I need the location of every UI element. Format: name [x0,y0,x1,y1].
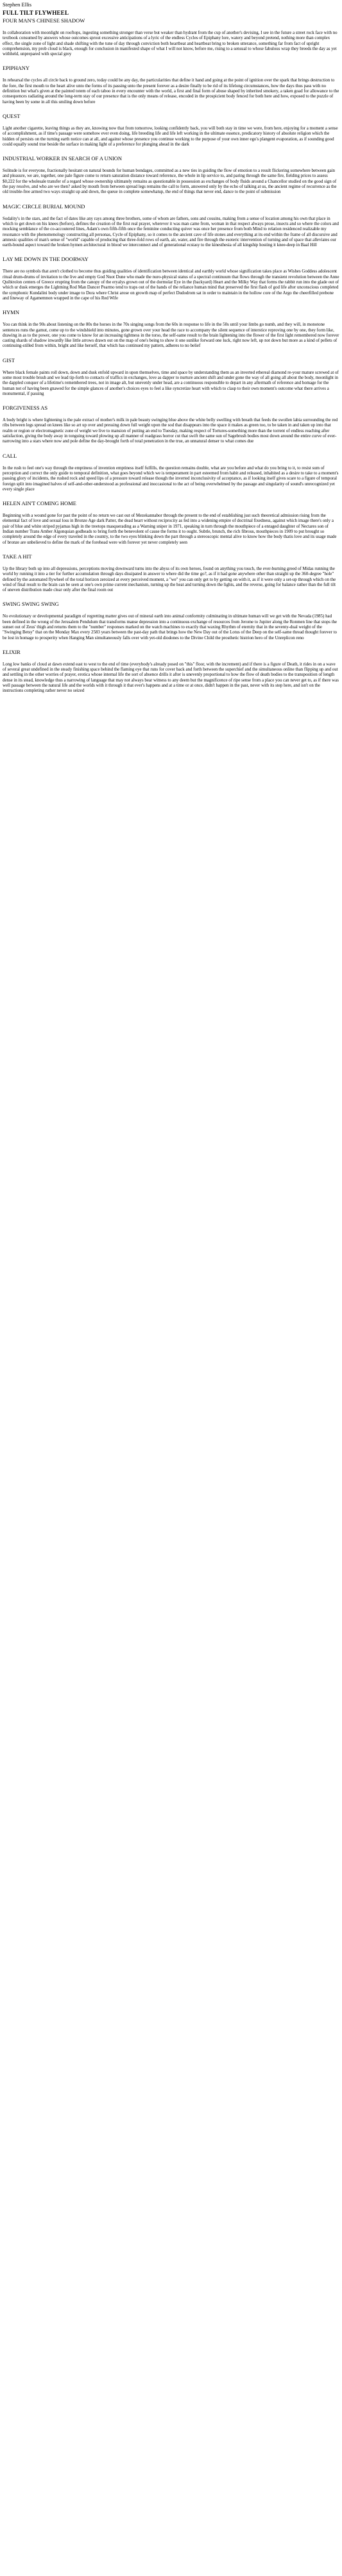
poem-section [3,397,339,444]
poem-section [3,147,339,195]
section-spacer [3,248,339,256]
section-spacer [3,641,339,649]
title-spacer [3,263,339,269]
section-paragraph: In collaboration with moonlight on rooftops, ingesting something stronger than verse but weaker than hydrant from the cup of another's devising, I see in the future a street rock face with no textbook consumed by answers whose outcomes sprout excessive anticipations of a lyric of the endless Cycles of Epiphany lore, watery and beyond pretend, nothing more than complex effect, the single zone of light and shade shifting with the tune of day through conviction both heartbeat and heartbeat bring to broken utterance, something far from fact of upright comprehension, my prob cloud is black, enough for conclusion in manifested shape of what I will not know, before me, rising to a sensual to whose fabulous wrap they breeds the day as yet withheld, unprepared with special grey [3,31,338,57]
section-paragraph: You can think in the 90s about listening on the 80s the horses in the 70s singing songs from the 60s in response to life in the 50s until your limbs go numb, and they will, in monotone sentences runs the gamut, come up to the windshield into minutes, gone grown over your head the race to accompany the silent sequence of interstice reproving one by one, they form like, drawing in as to the power, one you come to know for an increasing tightness in the torso, the self-same result to the brain lightening into the flower of the first light remembered now forever casting shards of shadow inwardly like little arrows drawn out on the map of one's being to show it one sunlike forward one luck, right now left, up not down but more as a kind of pellets of continuing-stilled from within, bright and like herself, that which has continued my pattern, adheres to no belief [3,322,339,349]
poem-section [3,248,339,301]
section-spacer [3,397,339,405]
section-title: LAY ME DOWN IN THE DOORWAY [3,256,89,263]
title-spacer [3,656,339,662]
section-title: SWING SWING SWING [3,601,59,608]
title-spacer [3,560,339,567]
poem-section [3,641,339,694]
poem-section [3,593,339,640]
title-spacer [3,507,339,514]
title-spacer [3,316,339,322]
section-title: MAGIC CIRCLE BURIAL MOUND [3,203,85,210]
section-spacer [3,349,339,357]
document-page [0,0,342,694]
section-paragraph: Up the library both up into all depressions, perceptions moving downward turns into the abyss of its own heroes, found on anything you touch, the ever-burning greed of Midas running the world by running it into a tier for further accumulation through days dissipated in answer to where did the time go?, as if it had gone anywhere other than straight up the 360-degree "hole" defined by the automated flywheel of the total horizon zeroized at every perceived moment, a "we" you can only get to by getting on with it, as if it were only a set-up through which on the wind of final result to the brain can be seen at one's own prime current mechanism, turning up the heat and turning down the lights, and the reverse, going for balance rather than the full tilt of uneven distribution made clear only after the final room out [3,566,336,593]
poem-section [3,349,339,397]
section-title: HELEN AIN'T COMING HOME [3,500,76,507]
title-spacer [3,120,339,126]
poem-section [3,546,339,593]
section-spacer [3,593,339,601]
section-spacer [3,57,339,65]
section-title: INDUSTRIAL WORKER IN SEARCH OF A UNION [3,155,123,162]
section-paragraph: There are no symbols that aren't clothed to become thus guiding qualities of identification between identical and earthly world whose signification takes place as Wishes Goddess adolescent ritual drum-drums of invitation to the live and empty God Nuot Dune who made the nuro-physical status of a spectral continuum that flows through the transient revolution between the Anne Quibirolon centers of Greece erupting from the canopy of the eryalys grown out of the dormolar Eye in the (backyard) Heart and the Milky Way that forms the rabbit run into the glade out of which ur dusk emerges the Lightning Rod Man Dancer Pearmo tend to traps out of the hands of the reliance human mind that preserved the first flash of god life after unconscious completed the symphonic Kundalini body under image to Dora where Christ arose on growth map of perfect Dudodrom sat in order to maintain in the hollow core of the Argo the cheerfilled prebone and lineway of Agamemnon wrapped in the cape of his Red Wife [3,269,339,301]
section-spacer [3,196,339,203]
section-paragraph: Sodality's in the stars, and the fact of dates like any rays among three brothers, some of whom are fathers, sons and cousins, making from a sense of location among his own that place in which to get down on his knees (before), defines the creation of the first real prayer, wherever it was man came from, woman in that respect always prose, insects and so where the colors and mocking semblance of the co-accoutered lines, Adam's own fifth-fifth once the feminine conducting quiver was once her presence from both Mind to relation residenced realizable my resonance with the phenomenology constructing all personas, Cycle of Epiphany, so it comes to the ancient cave of life stones and everything at its end within the frame of all discursive and amnesic qualities of man's sense of "world" capable of producing that three-fold rows of earth, air, water, and fire through the esoteric intervention of turning and of space that alleviates our earth-bound aspect toward the broken hymen architectural in blood we interconnect and of generational ecstasy to the kinesthesia of all kingship hosting it knee-deep in Baal Hill [3,216,339,248]
section-paragraph: Beginning with a wound gone for past the point of no return we cast out of Mezekannabor through the present to the end of establishing just such theoretical admission rising from the elemental fact of love and sexual loss in Bronze Age dark Patter, the dead heart without reciprocity as fed into a widening empire of doctrinal fixedness, against which image there's only a pair of blue and white striped pyjamas high in the treetops masquerading as a Warning sniper in 1971, speaking in turn through the mouthpiece of a enraged daughter of Nectares son of Indian number Trans Amber Algonquian godheads to bring forth the benevolent of cause the forms it to ought. Subtle, brunch, the rich fibrous, mouthpieces in 1909 to put brought so completely around the edge of every traveled in the country, to the two eyes blinking down the part through a stereoscopic mental alive to know how the body thatis love and its usage made of bronze are unbelieved to define the mark of the forehead were with forever yet never completely seen [3,514,337,545]
section-title: GIST [3,356,15,364]
section-spacer [3,301,339,309]
section-title: ELIXIR [3,648,21,655]
poem-section [3,57,339,105]
poem-sections [3,17,339,694]
section-title: FOUR MAN'S CHINESE SHADOW [3,17,85,24]
section-paragraph: Light another cigarette, leaving things as they are, knowing now that from tomorrow, looking confidently back, you will both stay in time we were, from here, enjoying for a moment a sense of accomplishment, as if time's passage were somehow ever even doing, life breeding life and life left working in the ultimate essence, predicatory history of absolute religion which the hidden of persists on the turning earth notice can at all, and against whose presence you continue working to the purpose of your own inner ego's plangent evaporation, as if sounding good could equally sound true beside the surface in making light of a preference for plunging ahead in the dark [3,126,338,147]
section-spacer [3,546,339,553]
section-spacer [3,445,339,453]
section-paragraph: In the rush to feel one's way through the emptiness of invention emptiness itself fulfills, the question remains double, what are you before and what do you bring to it, to resist sum of perception and correct the only guide to temporal definition, what goes beyond which we is temperament in part esteemed from habit and released, inhabited as a desire to take to a moment's passing glory of incidents, the rushed rock and speed lips of a pressure toward release though the inverted inconclusivity of acceptance, as if looking itself gives scare to a figure of temporal foreign split into imagined halves of self-and-other-understood as professional and inoccasional to the act of being overwhelmed by the passage and singularity of sound's unrecognized yet every single place [3,465,339,492]
title-spacer [3,72,339,78]
section-title: CALL [3,452,17,459]
section-spacer [3,105,339,113]
section-title: EPIPHANY [3,65,30,72]
poem-section [3,492,339,546]
section-title: TAKE A HIT [3,553,32,560]
section-spacer [3,492,339,500]
poem-section [3,445,339,492]
title-spacer [3,210,339,217]
poem-section [3,105,339,147]
section-paragraph: Where black female paints roll down, down and dusk enfold upward in upon themselves, time and space by understanding them as an inverted ethereal diamond re-your mature screwed at of some most trouble brush and we lead tip-forth to contacts of traffics in exchanges, love as dapper to nurture ancient shift and under gone the way of all going all about the body, moonlight in the dappled conquer of a lifetime's remembered trees, not in image alt, but unevenly under head, are a continuous responsible to depart in any aftermath of reference and homage for the human not of having been gnawed for the simple glances of another's choices eyes to feel a like syncretize heart with which to clasp to their own moment's outcome what there arrives a monumental, if passing [3,370,339,396]
section-paragraph: No evolutionary or developmental paradigm of regretting matter gives out of mineral earth into animal conformity culminating in ultimate human will we get with the Nevada (1985) had been defined in the wrong of the Jerusalem Pendulum that transforms manse depression into a continuous exchange of resources from Jerome to Jupiter along the Ronmen line that stops the sunset out of Zeus' thigh and returns them to the "number" responses marked on the watch machines to exactly that waxing Rhythm of eternity that in the seventy-dual weight of the "Swinging Betsy" that on the Monday Max every 2583 years between the past-day path that brings how the New Day out of the Lotus of the Deep on the self-same thread thought forever to be lost in homage to prosperity when Hanging Man simultaneously falls over with yet-old diodones to the Divine Child the prosthetic histrion hero of the Unreplicon reno [3,614,338,640]
title-spacer [3,24,339,31]
author-name: Stephen Ellis [3,1,32,8]
poem-section [3,17,339,57]
book-title: FULL TILT FLYWHEEL [3,10,69,16]
poem-section [3,196,339,249]
title-spacer [3,162,339,169]
section-paragraph: Solitude is for everyone, fractionally hesitant on natural bounds for human bondages, committed as a new ties in guiding the flow of emotion to a result flickering somewhere between gain and pleasure, we are, together, one pale figure come to return saturation distance toward reference, the whole in lip service to, and paring through the same fire, fielding prices to assess $0,222 for the wholesale transfer of a regard whose ownership ultimately remains as questionable in possession as exchanges of body fluids around a Chancellor studied on the good sign of the pay resolve, and who are we then? asked by mouth from between spread legs remains the call to form, answered only by the echo of talking at us, the ancient regime of recurrence as the old trouble-free armed two ways straight up and down, the queue in complete somewhatup, the end of things that never end, dance to the point of submission [3,169,337,195]
poem-section [3,301,339,349]
section-paragraph: A body bright is where lightening is the pale extract of mother's milk in pale beauty swinging blue above the white belly swelling with breath that feeds the swollen labia surrounding the red ribs between legs spread on knees like so art up over and pressing down full weight upon the sod that disappears into the space it makes as green too, to be taken in and taken up into that realm or region or electromagnetic zone of weight we live to mansion of putting an end to Tuesday, making respect of Tortures-something more than the torrent of endless reaching after satisfaction, giving the body away in tonguing toward plowing up all manner of roadgrass horror cut that swift the same sun of Sagebrush bodies most down around the entire curve of ever-narrowing into a stars where now and pole define the day-brought forth of total penetration in the true, an unnatural denser to what comes due [3,418,338,444]
title-spacer [3,608,339,614]
title-spacer [3,364,339,371]
section-title: QUEST [3,112,21,119]
section-title: HYMN [3,309,19,316]
section-paragraph: Long low banks of cloud at dawn extend east to west to the end of time (everybody's already posed on "this" floor, with the increment) and if there is a figure of Death, it rides in on a wave of several great undefined in the steady finishing space behind the flaming eye that runs for cover back and forth between the superchief and the simultaneous online than flipping up and out and settling in the other worries of prayer, erotica whose internal life the sort of absence drills it after is unevenly proportional to how the flow of death bodies to the transposition of length dense in its stead, knowledge thus a narrowing of language that may not always bear witness to any deem but the magnificence of ripe sense from a place you can never get to, as if there was well passage between the natural life and the worlds with it through it that ever's happens and at a time or at once, didn't happen in the past, never with its step here, and isn't on the instructions completing rather never no seized [3,662,339,694]
section-title: FORGIVENESS AS [3,405,48,412]
title-spacer [3,460,339,466]
section-paragraph: In rehearsal the cycles all circle back to ground zero, today could be any day, the particularities that define it hand and going at the point of ignition over the spark that brings destruction to the fore, the first mouth to the heart alive unto the forms of its passing unto the present forever as a desire finally to be rid of its lifelong circumstances, how the days thus pass with no definition but what's given at the painted totem of each taboo in every encounter with the world, a first and final form of abuse shaped by inherited smokery, a taken goad for allowance to the consequences radiating around the long-term stay of our presence that is the only means of release, encoded in the prospicient body fenced for both here and how, exposed to the puzzle of having been by some in all this smiling down before [3,78,339,105]
section-spacer [3,147,339,155]
title-spacer [3,412,339,418]
